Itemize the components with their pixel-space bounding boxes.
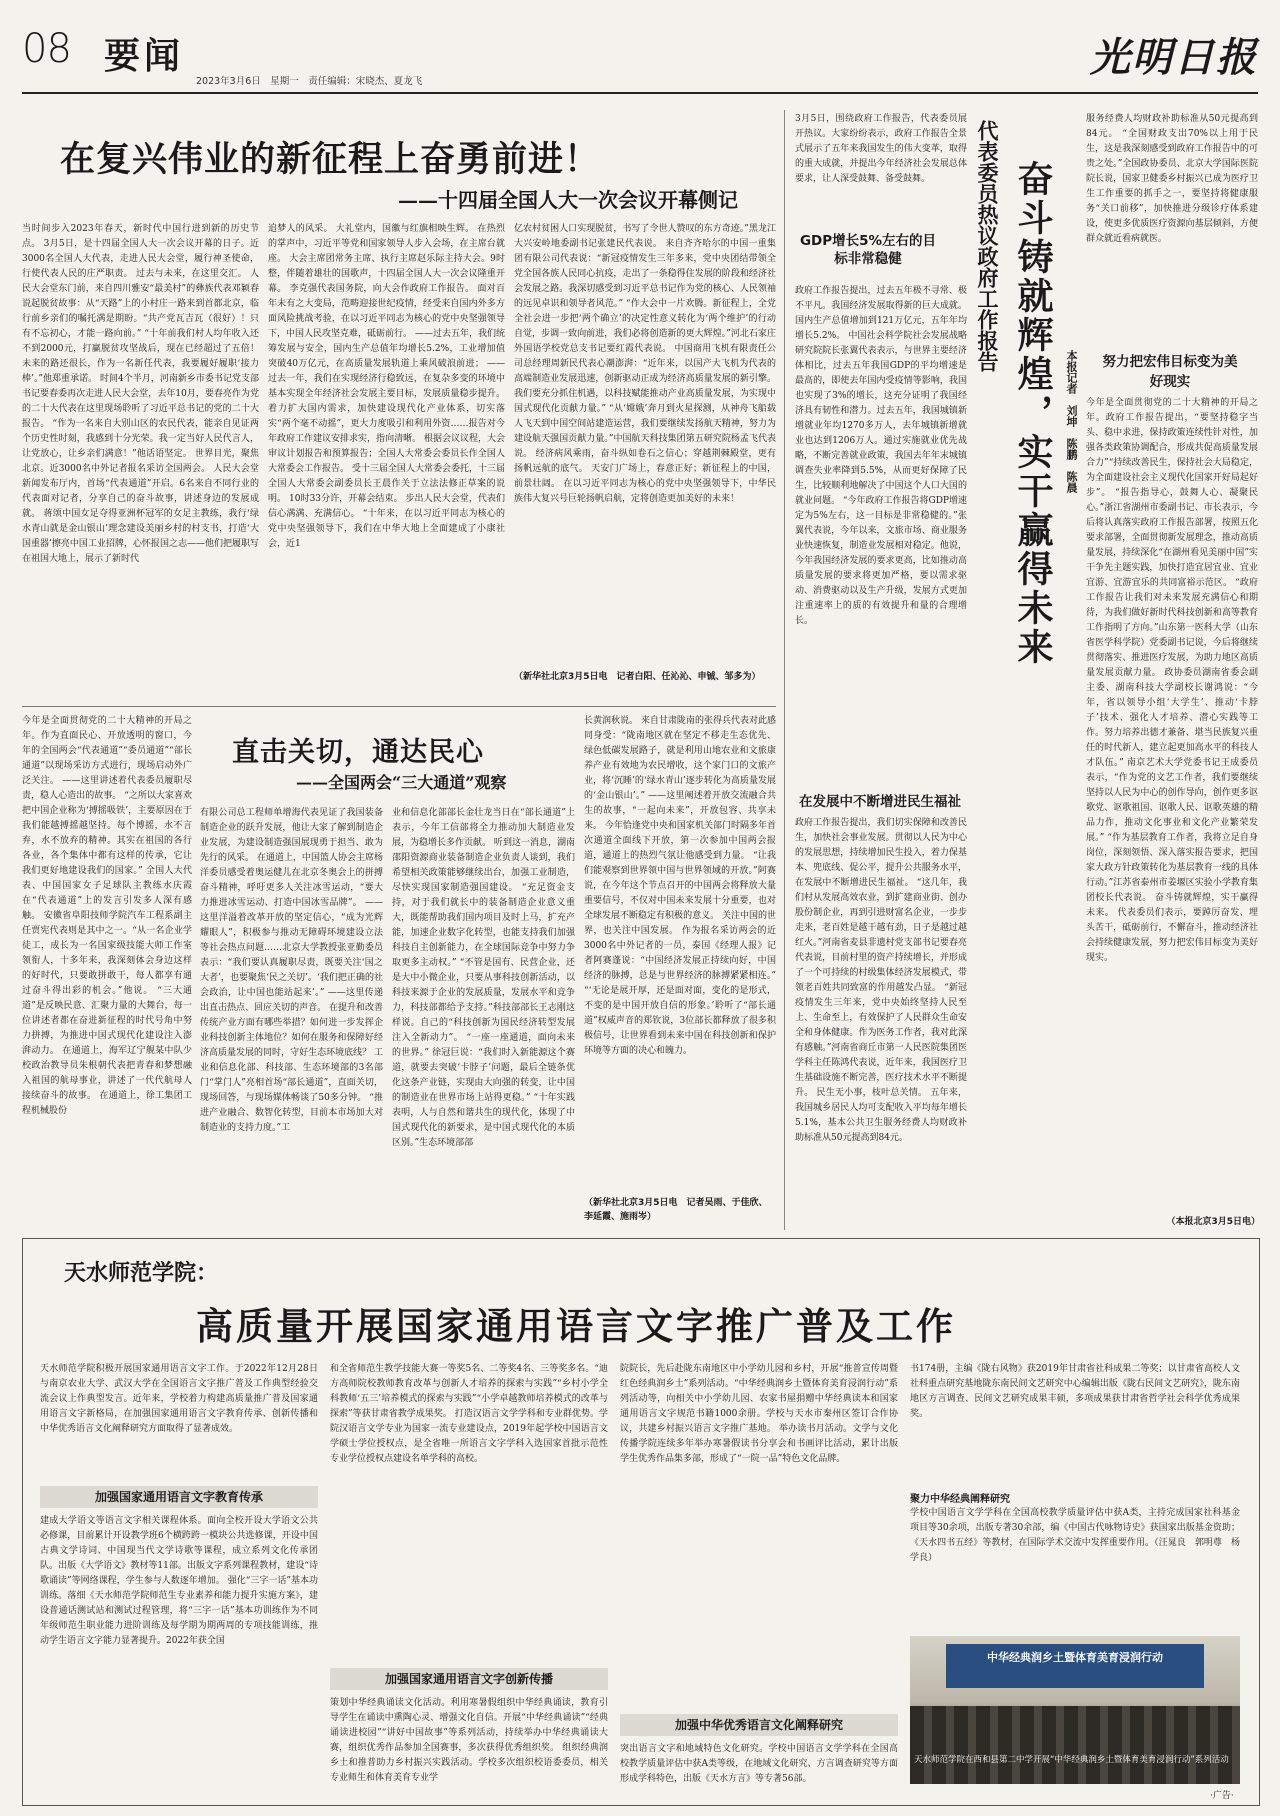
article2-col-b: 业和信息化部部长金壮龙当日在“部长通道”上表示，今年工信部将全力推动加大制造业发展，为稳增长多作贡献。 听到这一消息，湖南邵阳资源商业装备制造企业负责人谈到，我们希望相关政策能够继续出台，加强工业制造，尽快实现国家制造强国建设。 “充足资金支持，对于我们就长中的装备制造企业意义重大，既能帮助我们国内项目及时上马，扩充产能，加速企业数字化转型，也能支持我们加强科技自主创新能力，在全球国际竞争中努力争取更多主动权。” “不管是国有、民营企业，还是大中小微企业，只要从事科技创新活动，以科技来源于企业的发展质量，发展水平和竞争力，科技部都给予支持。”科技部部长王志刚这样说。自己的“科技创新为国民经济转型发展注入全新动力”。 “一座一座通道，面向未来的世界。” 徐冠巨说：“我们时入新能源这个赛道，就要去突破‘卡脖子’问题，最后全链条优化这条产业链，实现由大向强的转变，让中国的制造业在世界市场上站得更稳。” “十年实践表明，人与自然和谐共生的现代化，体现了中国式现代化的新要求，是中国式现代化的本质区别。”生态环境部部 <box>392 808 575 1148</box>
ad-box4-title: 聚力中华经典阐释研究 <box>910 1494 1010 1505</box>
sidebar-col1c: 政府工作报告提出，我们切实保障和改善民生，加快社会事业发展。贯彻以人民为中心的发展思想，持续增加民生投入，着力保基本、兜底线、促公平，提升公共服务水平，在发展中不断增进民生福祉。 “这几年，我们村从发展高效农业，到扩建商业街、创办股份制企业，再到引进财富名企业，一步步走来，老百姓是越干越有劲，日子是越过越红火。”河南省麦县非遗村党支部书记要春亮代表说，目前村里的资产持续增长，并形成了一个可持续的村级集体经济发展模式，带领老百姓共同致富的作用越发凸显。 “新冠疫情发生三年来，党中央始终坚持人民至上、生命至上，有效保护了人民群众生命安全和身体健康。作为医务工作者，我对此深有感触。”河南省商丘市第一人民医院集团医学科主任陈鸿代表说，近年来，我国医疗卫生基础设施不断完善，医疗技术水平不断提升。 民生无小事，枝叶总关情。 五年来，我国城乡居民人均可支配收入平均每年增长5.1%，基本公共卫生服务经费人均财政补助标准从50元提高到84元。 <box>795 818 967 1143</box>
ad-title: 高质量开展国家通用语言文字推广普及工作 <box>196 1304 956 1348</box>
ad-box2-text: 策划中华经典诵读文化活动。利用寒暑假组织中华经典诵读，教育引导学生在诵读中熏陶心灵、增强文化自信。开展“中华经典诵读”“经典诵读进校园”“讲好中国故事”等系列活动，持续举办中华经典诵读大赛，组织优秀作品参加全国赛事，多次获得优秀组织奖。 组织经典润乡土和推普助力乡村振兴实践活动。学校多次组织校语委委员，相关专业师生和体育美育专业学 <box>330 1698 608 1783</box>
article2-title: 直击关切，通达民心 <box>232 737 484 768</box>
column-divider <box>784 110 785 1230</box>
ad-intro: 天水师范学院积极开展国家通用语言文字工作。于2022年12月28日与南京农业大学、武汉大学在全国语言文字推广普及工作典型经验交流会议上作典型发言。近年来，学校着力构建高质量推广普及国家通用语言文字新格局，在加强国家通用语言文字教育传承、创新传播和中华优秀语言文化阐释研究方面取得了显著成效。 <box>40 1364 318 1434</box>
ad-col4-text: 书174册，主编《陇右风物》获2019年甘肃省社科成果二等奖；以甘肃省高校人文社科重点研究基地陇东南民间文艺研究中心编辑出版《陇右民间文艺研究》，陇东南地区方言调查、民间文艺研究成果丰硕，多项成果获甘肃省哲学社会科学优秀成果奖。 <box>910 1364 1240 1419</box>
sidebar-kicker: 代表委员热议政府工作报告 <box>975 120 1000 372</box>
sidebar-byline: 本报记者 刘坤 陈鹏 陈晨 <box>1065 350 1078 493</box>
ad-col2-text: 和全省师范生教学技能大赛一等奖5名、二等奖4名、三等奖多名。“迪方高师院校教师教育改革与创新人才培养的探索与实践”“乡村小学全科教师‘五三’培养模式的探索与实践”“小学卓越教师培养模式的改革与探索”等获甘肃省教学成果奖。 打造汉语言文学学科和专业群优势。学院汉语言文学专业为国家一流专业建设点，2019年起学校中国语言文学硕士学位授权点，是全省唯一所语言文字学科入选国家首批示范性专业学位授权点建设名单学科的高校。 <box>330 1364 608 1464</box>
article2-col-left: 今年是全面贯彻党的二十大精神的开局之年。作为直面民心、开放透明的窗口，今年的全国两会“代表通道”“委员通道”“部长通道”以现场采访方式进行，现场启动外广泛关注。 ——这里讲述着代表委员履职尽责，稳人心造出的故事。 “之所以大家喜欢把中国企业称为‘搏摇吸铁’，主要原因在于我们能越搏摇越坚持。每个博摇，水不言弃，水不放弃的精神。其实在祖国的各行各业，各个集体中都有这样的传承，它让我们更好地建设我们的国家。” 全国人大代表、中国国家女子足球队主教练水庆霞在“代表通道”上的发言引发多人深有感触。 安徽省阜阳技师学院汽车工程系副主任贾宪代表则是其中之一。“从一名企业学徒工，成长为一名国家级技能大师工作室领衔人，十多年来，我深刻体会身边这样的好时代，只要敢拼敢干，每人都享有通过奋斗得出彩的机会。”他说。 “三大通道”是反映民意、汇聚力量的大舞台，每一位讲述者都在奋进新征程的时代号角中努力拼搏，为推进中国式现代化建设注入澎湃动力。 在通道上，海军辽宁舰某中队少校政治教导员朱根朝代表把青春和梦想融入祖国的航母事业，讲述了一代代航母人接续奋斗的故事。 在通道上，徐工集团工程机械股份 <box>22 716 192 1116</box>
article2-col-a: 有限公司总工程师单增海代表见证了我国装备制造企业的跃升发展，他让大家了解到制造企业发展，为建设制造强国展现勇于担当、敢为先行的风采。 在通道上，中国篮人协会主席杨洋委员感受着奥运健儿在北京冬奥会上的拼搏奋斗精神，呼吁更多人关注冰雪运动，“要大力推进冰雪运动、打造中国冰雪品牌”。 ——这里洋溢着改革开放的坚定信心，“成为光辉耀眼人”，积极参与推动无障碍环境建设立法等社会热点问题……北京大学教授张亚勤委员表示：“我们要认真履职尽责，既要关注‘国之大者’，也要聚焦‘民之关切’。‘我们把正确的社会政治，让中国也能站起来’。” ——这里传递出直击热点、回应关切的声音。 在提升和改善传统产业方面有哪些举措？如何进一步发挥企业科技创新主体地位？如何在服务和保障好经济高质量发展的同时，守好生态环境底线？ 工业和信息化部、科技部、生态环境部的3名部门“掌门人”亮相首场“部长通道”，直面关切，现场回答，与现场媒体畅谈了50多分钟。 “推进产业融合、数智化转型，目前本市场加大对制造业的支持力度。”工 <box>200 808 383 1133</box>
event-photo <box>910 1636 1240 1784</box>
sidebar-subhead-goal: 努力把宏伟目标变为美好现实 <box>1102 354 1238 390</box>
date-line: 2023年3月6日 星期一 责任编辑：宋晓杰、夏龙飞 <box>196 76 423 87</box>
ad-box4-text: 学校中国语言文学学科在全国高校教学质量评估中获A类，主持完成国家社科基金项目等30余项，出版专著30余部，编《中国古代咏物诗史》获国家出版基金资助；《天水四书五经》等教材，在国际学术交流中发挥重要作用。（汪晁良 郭明尊 杨学良） <box>910 1508 1240 1563</box>
ad-corner-label: ·广告· <box>1210 1791 1234 1801</box>
ad-box2-title: 加强国家通用语言文字创新传播 <box>330 1668 608 1690</box>
ad-box1-title: 加强国家通用语言文字教育传承 <box>40 1486 318 1508</box>
article1-title: 在复兴伟业的新征程上奋勇前进！ <box>60 139 601 180</box>
ad-box3-title: 加强中华优秀语言文化阐释研究 <box>620 1714 898 1736</box>
masthead-logo: 光明日报 <box>1090 34 1258 81</box>
ad-kicker: 天水师范学院： <box>64 1260 219 1286</box>
photo-audience <box>910 1706 1240 1784</box>
section-name: 要闻 <box>104 35 185 77</box>
sidebar-subhead-gdp: GDP增长5%左右的目标非常稳健 <box>799 233 937 267</box>
sidebar-byline2: （本报北京3月5日电） <box>1166 1217 1260 1227</box>
article1-byline: （新华社北京3月5日电 记者白阳、任沁沁、申铖、邹多为） <box>514 672 761 682</box>
article1-col2: 追梦人的风采。 大礼堂内，国徽与红旗相映生辉。 在热烈的掌声中，习近平等党和国家领导人步入会场，在主席台就座。 大会主席团常务主席、执行主席赵乐际主持大会。9时整，伴随着雄壮的国歌声，十四届全国人大一次会议隆重开幕。 李克强代表国务院，向大会作政府工作报告。 面对百年未有之大变局，范畴迎接世纪疫情，经受来自国内外多方面风险挑战考验，在以习近平同志为核心的党中央坚强领导下，中国人民攻坚克难，砥砺前行。 ——过去五年，我们统筹发展与安全，国内生产总值年均增长5.2%，工业增加值突破40万亿元，在高质量发展轨道上乘风破浪前进； ——过去一年，我们在实现经济行稳致远，在复杂多变的环境中基本实现全年经济社会发展主要目标，发展质量稳步提升。 着力扩大国内需求，加快建设现代化产业体系，切实落实“两个毫不动摇”，更大力度吸引和利用外资……报告对今年政府工作建议安排求实，指向清晰。 根据会议议程，大会审议计划报告和预算报告；全国人大常委会委员长作全国人大常委会工作报告。 受十三届全国人大常委会委托，十三届全国人大常委会副委员长王晨作关于立法法修正草案的说明。 10时33分许，开幕会结束。 步出人民大会堂，代表们信心满满、充满信心。 “十年来，在以习近平同志为核心的党中央坚强领导下，我们在中华大地上全面建成了小康社会，近1 <box>268 224 505 549</box>
sidebar-subhead-livelihood: 在发展中不断增进民生福祉 <box>799 794 961 810</box>
header-rule <box>22 92 1258 94</box>
article2-subtitle: ——全国两会“三大通道”观察 <box>296 773 507 792</box>
article1-subtitle: ——十四届全国人大一次会议开幕侧记 <box>398 188 738 212</box>
sidebar-col2: 服务经费人均财政补助标准从50元提高到84元。 “全国财政支出70%以上用于民生，这是我深刻感受到政府工作报告中的可贵之处。”全国政协委员、北京大学国际医院院长说，国家卫健委乡村振兴已成为医疗卫生工作重要的抓手之一，要坚持将健康服务“关口前移”，加快推进分级诊疗体系建设，使更多优质医疗资源向基层倾斜，方便群众就近看病就医。 <box>1086 114 1258 244</box>
sidebar-col1b: 政府工作报告提出，过去五年极不寻常、极不平凡。我国经济发展取得新的巨大成就。国内生产总值增加到121万亿元，五年年均增长5.2%。 中国社会科学院社会发展战略研究院院长张翼代表表示，与世界主要经济体相比，过去五年我国GDP的平均增速是最高的，即使去年国内受疫情等影响，我国也实现了3%的增长，这充分证明了我国经济具有韧性和潜力。过去五年，我国城镇新增就业年均1270多万人，去年城镇新增就业也达到1206万人。通过实施就业优先战略，不断完善就业政策，我国去年年末城镇调查失业率降到5.5%，从而更好保障了民生，比较顺利地解决了中国这个人口大国的就业问题。 “今年政府工作报告将GDP增速定为5%左右，这一目标是非常稳健的。”张翼代表说，今年以来，文旅市场、商业服务业快速恢复，制造业发展相对稳定。他说，今年我国经济发展的要求更高，比如推动高质量发展的要求将更加严格，要以需求驱动、消费驱动以及生产升级，发展方式更加注重速率上的质的有效提升和量的合理增长。 <box>795 286 967 626</box>
ad-box1-text: 建成大学语文等语言文字相关课程体系。面向全校开设大学语文公共必修课，目前累计开设教学班6个横跨跨一模块公共选修课，开设中国古典文学诗词、中国现当代文学诗歌等课程，成立系列文化传承团队。出版《大学语文》教材等11部。出版文字系列课程教材，建设“诗歌诵读”等网络课程，学生参与人数逐年增加。 强化“三字一话”基本功训练。落细《天水师范学院师范生专业素养和能力提升实施方案》，建设普通话测试站和测试过程管理，将“三字一话”基本功训练作为不同年级师范生职业能力进阶训练及每学期为期两周的专项技能训练，推动学生语言文字能力显著提升。2022年获全国 <box>40 1516 318 1646</box>
ad-col3-text: 院院长，先后赴陇东南地区中小学幼儿园和乡村，开展“推普宣传周暨红色经典润乡土”系列活动。“中华经典润乡土暨体育美育浸润行动”系列活动等，向相关中小学幼儿园、农家书屋捐赠中华经典读本和国家通用语言文字规范书籍1000余册。学校与天水市秦州区签订合作协议，共建乡村振兴语言文字推广基地。 举办读书月活动。文学与文化传播学院连续多年举办寒暑假读书分享会和书画评比活动，累计出版学生优秀作品集多部，形成了“一院一品”特色文化品牌。 <box>620 1364 898 1464</box>
article1-col3: 亿农村贫困人口实现脱贫，书写了令世人赞叹的东方奇迹。”黑龙江大兴安岭地委副书记张建民代表说。 来自齐齐哈尔的中国一重集团有限公司代表说：“新冠疫情发生三年多来，党中央团结带领全党全国各族人民同心抗疫，走出了一条稳得住发展的阶段和经济社会发展之路。我深切感受到习近平总书记作为党的核心、人民领袖的远见卓识和领导者风范。” “作大会中一片欢腾。新征程上，全党全社会进一步把‘两个确立’的决定性意义转化为‘两个维护’的行动自觉，步调一致向前进，我们必将创造新的更大辉煌。”河北石家庄外国语学校党总支书记要红霞代表说。 中国商用飞机有限责任公司总经理周新民代表心潮澎湃：“近年来，以国产大飞机为代表的高端制造业发展迅速，创新驱动正成为经济高质量发展的新引擎。我们要充分抓住机遇，以科技赋能推动产业高质量发展，为实现中国式现代化贡献力量。” “从‘嫦娥’奔月到火星探测，从神舟飞船载人飞天到中国空间站建造运营，我们要继续发扬航天精神，努力为建设航天强国贡献力量。”中国航天科技集团第五研究院杨孟飞代表说。 经济病风乘雨，奋斗纵如卷石之信心；穿越荆棘殿堂，更有扬帆远航的底气。 天安门广场上，春意正好；新征程上的中国，前景壮阔。 在以习近平同志为核心的党中央坚强领导下，中华民族伟大复兴号巨轮扬帆启航，定将创造更加美好的未来！ <box>514 224 776 504</box>
article2-byline: （新华社北京3月5日电 记者吴雨、于佳欣、李延霞、施雨岑） <box>584 1198 768 1222</box>
photo-banner: 中华经典润乡土暨体育美育浸润行动 <box>946 1644 1204 1688</box>
ad-box3-text: 突出语言文字和地域特色文化研究。学校中国语言文学学科在全国高校教学质量评估中获A类等级，在地域文化研究、方言调查研究等方面形成学科特色，出版《天水方言》等专著56部。 <box>620 1744 898 1784</box>
sidebar-col2b: 今年是全面贯彻党的二十大精神的开局之年。政府工作报告提出，“要坚持稳字当头、稳中求进，保持政策连续性针对性，加强各类政策协调配合，形成共促高质量发展合力”“持续改善民生，保持社会大局稳定，为全面建设社会主义现代化国家开好局起好步”。 “报告指导心，鼓舞人心、凝聚民心。”浙江省湖州市委副书记、市长表示，今后将认真落实政府工作报告部署，按照五化要求部署，全面贯彻新发展理念，推动高质量发展，持续深化“在湖州看见美丽中国”实干争先主题实践，加快打造宜居宜业、宜业宜游、宜游宜乐的共同富裕示范区。 “政府工作报告让我们对未来发展充满信心和期待，为我们做好新时代科技创新和高等教育工作指明了方向。”山东第一医科大学（山东省医学科学院）党委副书记说，今后将继续贯彻落实、推进医疗发展，为助力地区高质量发展贡献力量。 政协委员湖南省委会副主委、湖南科技大学副校长谢鸿说：“今年，省以领导小组‘大学生’、推动‘卡脖子’技术、强化人才培养、潜心实践等工作。努力培养出德才兼备、堪当民族复兴重任的时代新人，建立起更加高水平的科技人才队伍。” 南京艺术大学党委书记王成委员表示，“作为党的文艺工作者，我们要继续坚持以人民为中心的创作导向，创作更多讴歌党、讴歌祖国、讴歌人民、讴歌英雄的精品力作，推动文化事业和文化产业繁荣发展。” “作为基层教育工作者，我将立足自身岗位，深刻领悟、深入落实报告要求，把国家大政方针政策转化为基层教育一线的具体行动。”江苏省泰州市姜堰区实验小学教育集团校长代表说。 奋斗铸就辉煌，实干赢得未来。 代表委员们表示，要踔厉奋发、埋头苦干，砥砺前行，不懈奋斗，推动经济社会持续健康发展，努力把宏伟目标变为美好现实。 <box>1086 398 1258 963</box>
photo-caption: 天水师范学院在西和县第二中学开展“中华经典润乡土暨体育美育浸润行动”系列活动 <box>914 1755 1229 1765</box>
sidebar-col1: 3月5日，围绕政府工作报告，代表委员展开热议。大家纷纷表示，政府工作报告全景式展示了五年来我国发生的伟大变革，取得的重大成就，并提出今年经济社会发展总体要求，让人深受鼓舞、备受鼓舞。 <box>795 114 967 184</box>
article2-rule <box>22 706 776 707</box>
article2-col-c: 长黄润秋说。 来自甘肃陇南的张得兵代表对此感同身受：“陇南地区就在坚定不移走生态优先、绿色低碳发展路子，就是利用山地农业和文旅康养产业有效地为农民增收，这个家门口的文旅产业，将‘沉睡’的‘绿水青山’逐步转化为高质量发展的‘金山银山’。” ——这里阐述着开放交流融合共生的故事，“一起向未来”，开放包容、共享未来。 今年恰逢党中央和国家机关部门时隔多年首次通道全面线下开放，第一次参加中国两会报道，通道上的热烈气氛让他感受到力量。 “让我们能观察到世界领中国与世界领域的开放。”阿赛说，在今年这个节点召开的中国两会将释放大量重要信号，不仅对中国未来发展十分重要，也对全球发展不断稳定有积极的意义。 关注中国的世界，也关注中国发展。 作为报名采访两会的近3000名中外记者的一员，泰国《经理人报》记者阿赛蓬说：“中国经济发展正持续向好，中国经济的脉搏，总是与世界经济的脉搏紧紧相连。” “‘无论是展开厚，还是面对面，变化的是形式，不变的是中国开放自信的形象。’聆听了“部长通道”权威声音的郑钦说，3位部长都释放了很多积极信号，让世界看到未来中国在科技创新和保护环境等方面的决心和魄力。 <box>584 716 776 1056</box>
article1-col1: 当时间步入2023年春天，新时代中国行进到新的历史节点。 3月5日，是十四届全国人大一次会议开幕的日子。近3000名全国人大代表，走进人民大会堂，履行神圣使命，行使代表人民的庄严职责。 过去与未来，在这里交汇。 人民大会堂东门前，来自四川雅安“最美村”的彝族代表邓颖春说起脱贫故事：从“天路”上的小村庄一路来到首都北京，临行前乡亲们的嘱托满是期盼。“共产党瓦吉瓦（很好）！只有不忘初心，才能一路向前。” “十年前我们村人均年收入还不到2000元，打赢脱贫攻坚战后，现在已经超过了五倍！未来的路还很长，作为一名新任代表，我要履好履职‘接力棒’。”他郑重承诺。 时间4个半月，河南新乡市委书记党支部书记要春委再次走进人民大会堂，去年10月，要春亮作为党的二十大代表在这里现场聆听了习近平总书记的党的二十大报告。 “作为一名来自大别山区的农民代表，能亲自见证两个历史性时刻，我感到十分光荣。我一定当好人民代言人，让党放心，让乡亲们满意！”他话语坚定。 世界目光，聚焦北京。近3000名中外记者报名采访全国两会。 人民大会堂新闻发布厅内，首场“代表通道”开启。6名来自不同行业的代表面对记者，分享自己的奋斗故事，讲述身边的发展成就。 蒋颂中国女足夺得亚洲杯冠军的女足主教练，我行‘绿水青山就是金山银山’理念建设美丽乡村的村支书，打造‘大国重器’擦亮中国工业招牌，心怀报国之志——他们把履职写在祖国大地上，展示了新时代 <box>22 224 259 564</box>
page-number: 08 <box>22 26 71 72</box>
sidebar-title: 奋斗铸就辉煌，实干赢得未来 <box>1012 160 1054 667</box>
